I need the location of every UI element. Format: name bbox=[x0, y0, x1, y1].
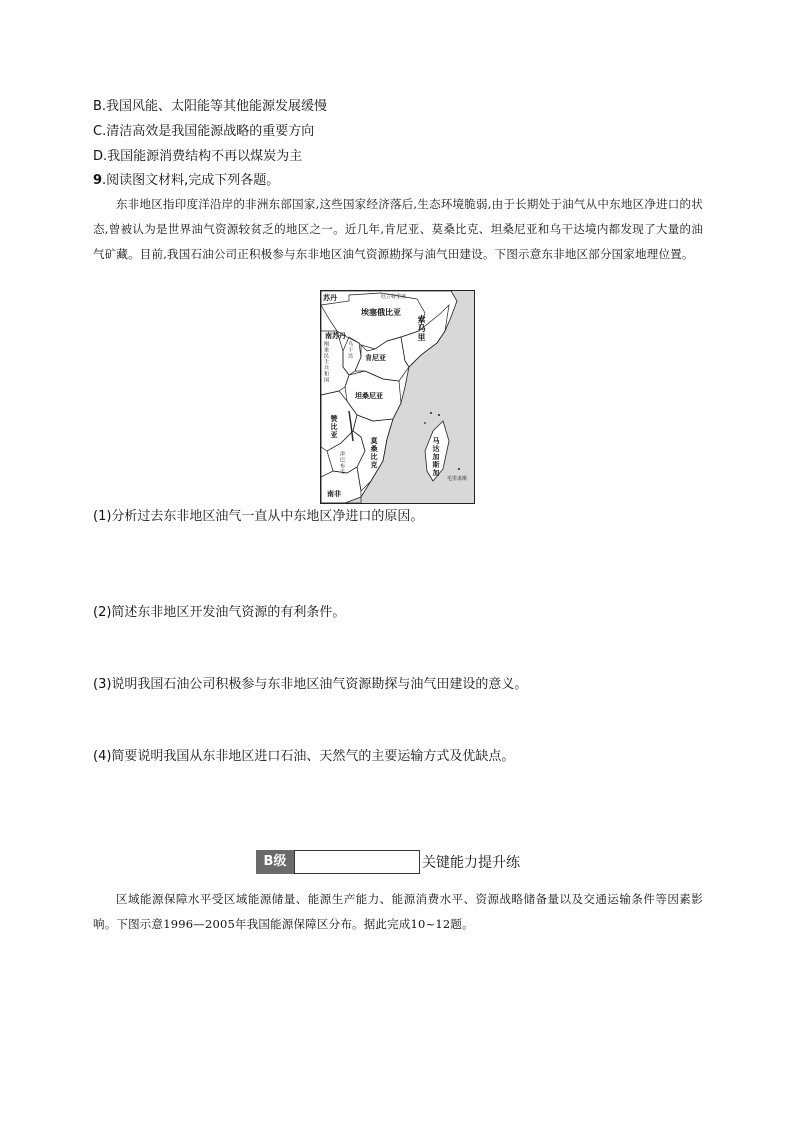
option-b: B.我国风能、太阳能等其他能源发展缓慢 bbox=[93, 99, 328, 114]
question-9-passage: 东非地区指印度洋沿岸的非洲东部国家,这些国家经济落后,生态环境脆弱,由于长期处于油气从中东地区净进口的状态,曾被认为是世界油气资源较贫乏的地区之一。近几年,肯尼亚、莫桑比克、坦桑尼亚和乌干达境内都发现了大量的油气矿藏。目前,我国石油公司正积极参与东非地区油气资源勘探与油气田建设。下图示意东非地区部分国家地理位置。 bbox=[93, 197, 703, 261]
sub-question-4: (4)简要说明我国从东非地区进口石油、天然气的主要运输方式及优缺点。 bbox=[93, 749, 515, 764]
map-label-somalia: 索马里 bbox=[417, 315, 427, 342]
east-africa-map bbox=[320, 290, 475, 504]
map-label-zimbabwe: 津巴布韦 bbox=[339, 451, 345, 475]
island-dot bbox=[424, 422, 426, 424]
sub-question-3: (3)说明我国石油公司积极参与东非地区油气资源勘探与油气田建设的意义。 bbox=[93, 677, 528, 692]
map-label-sudan: 苏丹 bbox=[323, 293, 337, 302]
map-label-tanzania: 坦桑尼亚 bbox=[355, 391, 383, 400]
option-c: C.清洁高效是我国能源战略的重要方向 bbox=[93, 124, 315, 139]
map-label-mozambique: 莫桑比克 bbox=[370, 437, 379, 469]
map-label-uganda: 乌干达 bbox=[347, 341, 353, 359]
map-label-zambia: 赞比亚 bbox=[330, 415, 339, 439]
section-b-intro: 区域能源保障水平受区域能源储量、能源生产能力、能源消费水平、资源战略储备量以及交通运输条件等因素影响。下图示意1996—2005年我国能源保障区分布。据此完成10~12题。 bbox=[93, 892, 703, 931]
island-dot bbox=[430, 412, 432, 414]
option-d: D.我国能源消费结构不再以煤炭为主 bbox=[93, 149, 303, 164]
map-label-mauritius: 毛里求斯 bbox=[447, 476, 468, 482]
map-label-kenya: 肯尼亚 bbox=[365, 353, 386, 362]
map-label-south-sudan: 南苏丹 bbox=[325, 331, 346, 340]
map-label-ethiopia: 埃塞俄比亚 bbox=[361, 307, 401, 317]
question-prompt: .阅读图文材料,完成下列各题。 bbox=[102, 173, 280, 188]
mauritius-dot bbox=[458, 468, 460, 470]
sub-question-2: (2)简述东非地区开发油气资源的有利条件。 bbox=[93, 605, 346, 620]
sub-question-1: (1)分析过去东非地区油气一直从中东地区净进口的原因。 bbox=[93, 509, 424, 524]
section-badge: B级 bbox=[256, 850, 294, 874]
map-label-south-africa: 南非 bbox=[327, 489, 341, 498]
map-label-eritrea: 厄立特里亚 bbox=[381, 294, 407, 300]
question-number: 9 bbox=[93, 173, 103, 188]
map-label-congo: 刚果民主共和国 bbox=[323, 341, 329, 383]
section-blank-box bbox=[294, 850, 420, 874]
map-label-madagascar: 马达加斯加 bbox=[432, 437, 441, 477]
island-dot bbox=[438, 414, 440, 416]
question-9-heading bbox=[93, 172, 279, 190]
section-title: 关键能力提升练 bbox=[422, 855, 520, 871]
